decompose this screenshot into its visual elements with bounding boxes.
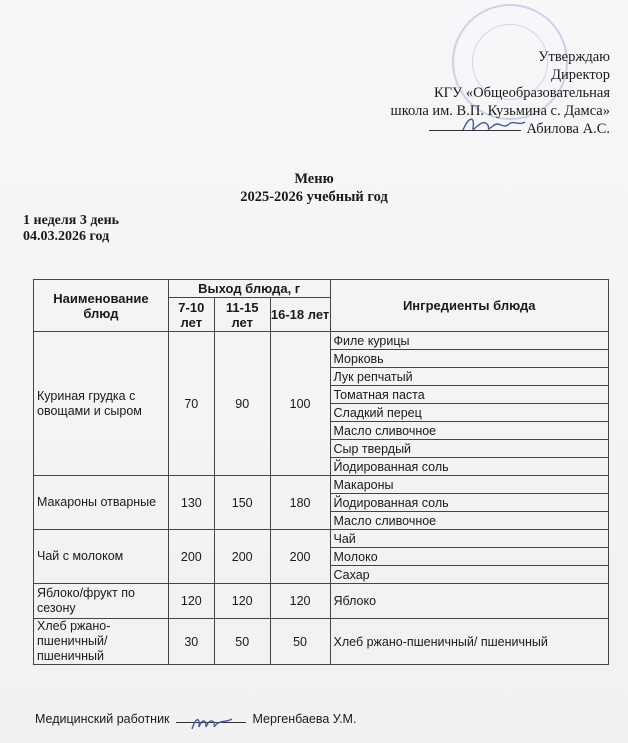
portion-7-10: 30: [168, 619, 214, 665]
ingredient: Масло сливочное: [330, 422, 609, 440]
ingredient: Масло сливочное: [330, 512, 609, 530]
week-day-label: 1 неделя 3 день: [23, 213, 120, 228]
menu-table: [33, 279, 609, 665]
ingredient: Йодированная соль: [330, 494, 609, 512]
dish-name: Яблоко/фрукт по сезону: [34, 584, 169, 619]
ingredient: Морковь: [330, 350, 609, 368]
header-age-11-15: 11-15 лет: [214, 298, 270, 332]
ingredient: Филе курицы: [330, 332, 609, 350]
portion-16-18: 180: [270, 476, 330, 530]
date-label: 04.03.2026 год: [23, 229, 110, 244]
table-row: [34, 530, 609, 548]
ingredient: Молоко: [330, 548, 609, 566]
medic-signature: [190, 713, 234, 733]
director-signature: [459, 112, 529, 138]
portion-16-18: 100: [270, 332, 330, 476]
day-info: [23, 213, 119, 245]
ingredient: Яблоко: [330, 584, 609, 619]
header-output: Выход блюда, г: [168, 280, 330, 298]
school-year: 2025-2026 учебный год: [240, 189, 388, 205]
table-row: [34, 584, 609, 619]
approval-line-3: КГУ «Общеобразовательная: [433, 85, 610, 101]
portion-11-15: 90: [214, 332, 270, 476]
footer-label: Медицинский работник: [35, 712, 170, 726]
ingredient: Томатная паста: [330, 386, 609, 404]
portion-7-10: 130: [168, 476, 214, 530]
portion-11-15: 200: [214, 530, 270, 584]
table-row: [34, 332, 609, 350]
dish-name: Куриная грудка с овощами и сыром: [34, 332, 169, 476]
approval-block: [391, 48, 610, 138]
ingredient: Сладкий перец: [330, 404, 609, 422]
approval-line-2: Директор: [551, 67, 610, 83]
approval-signer: Абилова А.С.: [526, 121, 610, 137]
dish-name: Хлеб ржано-пшеничный/ пшеничный: [34, 619, 169, 665]
header-age-16-18: 16-18 лет: [270, 298, 330, 332]
approval-line-1: Утверждаю: [538, 49, 610, 65]
portion-11-15: 50: [214, 619, 270, 665]
portion-11-15: 150: [214, 476, 270, 530]
footer: [35, 712, 356, 726]
ingredient: Макароны: [330, 476, 609, 494]
ingredient: Йодированная соль: [330, 458, 609, 476]
footer-name: Мергенбаева У.М.: [252, 712, 357, 726]
ingredient: Чай: [330, 530, 609, 548]
ingredient: Сыр твердый: [330, 440, 609, 458]
header-ingredients: Ингредиенты блюда: [330, 280, 609, 332]
menu-body: [34, 332, 609, 665]
table-row: [34, 619, 609, 665]
portion-11-15: 120: [214, 584, 270, 619]
footer-signature-line: [176, 722, 246, 723]
portion-7-10: 70: [168, 332, 214, 476]
header-age-7-10: 7-10 лет: [168, 298, 214, 332]
portion-7-10: 200: [168, 530, 214, 584]
table-row: [34, 476, 609, 494]
ingredient: Хлеб ржано-пшеничный/ пшеничный: [330, 619, 609, 665]
portion-7-10: 120: [168, 584, 214, 619]
dish-name: Чай с молоком: [34, 530, 169, 584]
portion-16-18: 120: [270, 584, 330, 619]
header-dish: Наименование блюд: [34, 280, 169, 332]
portion-16-18: 50: [270, 619, 330, 665]
portion-16-18: 200: [270, 530, 330, 584]
approval-signature-row: [391, 120, 610, 138]
ingredient: Сахар: [330, 566, 609, 584]
dish-name: Макароны отварные: [34, 476, 169, 530]
approval-line-4: школа им. В.П. Кузьмина с. Дамса»: [390, 103, 610, 119]
menu-title: Меню: [294, 171, 334, 187]
ingredient: Лук репчатый: [330, 368, 609, 386]
